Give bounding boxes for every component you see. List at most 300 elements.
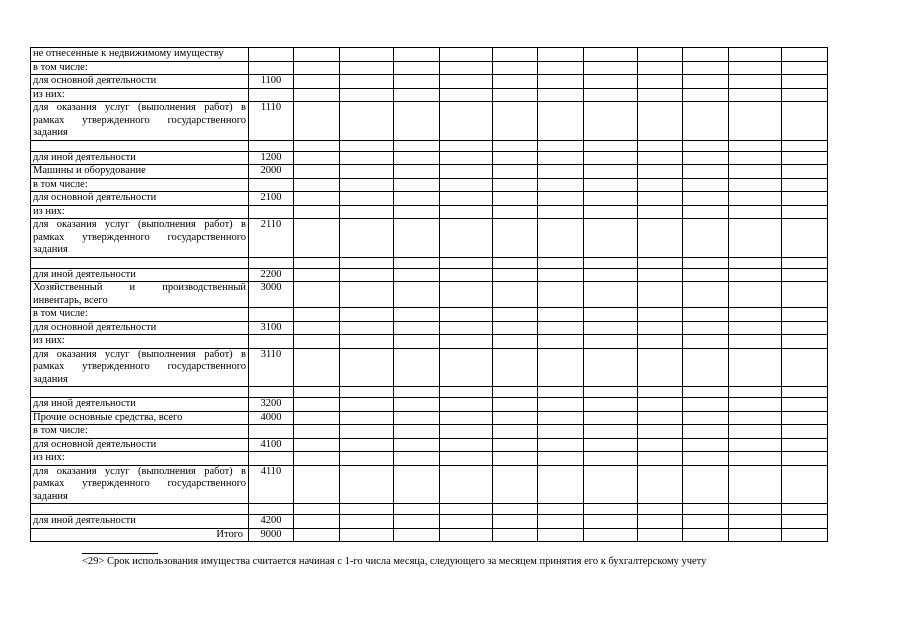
value-cell <box>294 398 340 412</box>
value-cell <box>638 348 683 387</box>
value-cell <box>538 348 584 387</box>
value-cell <box>394 465 440 504</box>
value-cell <box>394 151 440 165</box>
value-cell <box>440 61 493 75</box>
row-label: для основной деятельности <box>31 75 249 89</box>
value-cell <box>638 205 683 219</box>
value-cell <box>729 438 782 452</box>
table-row <box>31 438 828 452</box>
row-label: Хозяйственный и производственный инвентарь, всего <box>31 282 249 308</box>
value-cell <box>493 151 538 165</box>
value-cell <box>493 438 538 452</box>
value-cell <box>493 88 538 102</box>
value-cell <box>440 178 493 192</box>
value-cell <box>538 268 584 282</box>
value-cell <box>782 257 828 268</box>
value-cell <box>294 504 340 515</box>
value-cell <box>729 257 782 268</box>
table-row <box>31 140 828 151</box>
value-cell <box>638 75 683 89</box>
value-cell <box>493 465 538 504</box>
value-cell <box>394 282 440 308</box>
value-cell <box>683 387 729 398</box>
value-cell <box>638 411 683 425</box>
row-code <box>249 140 294 151</box>
value-cell <box>538 438 584 452</box>
fixed-assets-table <box>30 47 828 542</box>
value-cell <box>294 387 340 398</box>
value-cell <box>340 268 394 282</box>
value-cell <box>782 398 828 412</box>
value-cell <box>440 102 493 141</box>
value-cell <box>729 268 782 282</box>
value-cell <box>782 102 828 141</box>
table-row <box>31 348 828 387</box>
value-cell <box>340 515 394 529</box>
value-cell <box>440 528 493 542</box>
value-cell <box>493 140 538 151</box>
table-row <box>31 411 828 425</box>
row-label: для иной деятельности <box>31 398 249 412</box>
row-label: в том числе: <box>31 425 249 439</box>
value-cell <box>584 219 638 258</box>
value-cell <box>394 192 440 206</box>
value-cell <box>294 151 340 165</box>
row-label: в том числе: <box>31 308 249 322</box>
row-label: для оказания услуг (выполнения работ) в рамках утвержденного государственного задания <box>31 219 249 258</box>
value-cell <box>729 219 782 258</box>
value-cell <box>638 268 683 282</box>
value-cell <box>394 515 440 529</box>
value-cell <box>683 321 729 335</box>
value-cell <box>683 528 729 542</box>
value-cell <box>394 528 440 542</box>
value-cell <box>683 178 729 192</box>
value-cell <box>638 48 683 62</box>
value-cell <box>394 257 440 268</box>
value-cell <box>638 504 683 515</box>
value-cell <box>638 192 683 206</box>
value-cell <box>394 268 440 282</box>
table-row <box>31 425 828 439</box>
value-cell <box>782 465 828 504</box>
value-cell <box>683 61 729 75</box>
value-cell <box>394 61 440 75</box>
value-cell <box>683 140 729 151</box>
row-label: из них: <box>31 452 249 466</box>
value-cell <box>782 165 828 179</box>
value-cell <box>394 335 440 349</box>
value-cell <box>493 178 538 192</box>
value-cell <box>440 140 493 151</box>
value-cell <box>294 178 340 192</box>
value-cell <box>584 192 638 206</box>
value-cell <box>538 75 584 89</box>
value-cell <box>493 452 538 466</box>
value-cell <box>584 528 638 542</box>
value-cell <box>584 425 638 439</box>
value-cell <box>294 528 340 542</box>
value-cell <box>782 282 828 308</box>
row-code <box>249 88 294 102</box>
value-cell <box>440 465 493 504</box>
value-cell <box>584 321 638 335</box>
table-row <box>31 387 828 398</box>
value-cell <box>683 425 729 439</box>
table-row <box>31 48 828 62</box>
value-cell <box>683 308 729 322</box>
value-cell <box>394 504 440 515</box>
value-cell <box>584 140 638 151</box>
table-row <box>31 282 828 308</box>
value-cell <box>294 411 340 425</box>
value-cell <box>440 48 493 62</box>
value-cell <box>782 504 828 515</box>
value-cell <box>584 151 638 165</box>
value-cell <box>683 151 729 165</box>
value-cell <box>538 178 584 192</box>
value-cell <box>294 205 340 219</box>
value-cell <box>394 411 440 425</box>
footnote-text: <29> Срок использования имущества считается начиная с 1-го числа месяца, следующего за месяцем принятия его к бухгалтерскому учету <box>82 556 707 567</box>
row-label: для оказания услуг (выполнения работ) в рамках утвержденного государственного задания <box>31 348 249 387</box>
value-cell <box>638 465 683 504</box>
value-cell <box>683 515 729 529</box>
value-cell <box>440 515 493 529</box>
value-cell <box>340 257 394 268</box>
value-cell <box>538 165 584 179</box>
row-code <box>249 335 294 349</box>
value-cell <box>340 88 394 102</box>
value-cell <box>294 88 340 102</box>
value-cell <box>729 88 782 102</box>
value-cell <box>729 465 782 504</box>
value-cell <box>683 102 729 141</box>
value-cell <box>294 515 340 529</box>
value-cell <box>538 387 584 398</box>
value-cell <box>729 515 782 529</box>
row-code: 2100 <box>249 192 294 206</box>
value-cell <box>440 398 493 412</box>
value-cell <box>584 178 638 192</box>
value-cell <box>440 438 493 452</box>
row-label <box>31 140 249 151</box>
value-cell <box>683 257 729 268</box>
value-cell <box>394 140 440 151</box>
value-cell <box>493 48 538 62</box>
value-cell <box>782 528 828 542</box>
value-cell <box>538 61 584 75</box>
value-cell <box>340 192 394 206</box>
value-cell <box>782 205 828 219</box>
value-cell <box>638 515 683 529</box>
value-cell <box>729 151 782 165</box>
value-cell <box>729 205 782 219</box>
row-label: Машины и оборудование <box>31 165 249 179</box>
row-code <box>249 308 294 322</box>
value-cell <box>340 75 394 89</box>
value-cell <box>440 88 493 102</box>
value-cell <box>538 515 584 529</box>
value-cell <box>683 438 729 452</box>
value-cell <box>683 88 729 102</box>
value-cell <box>394 308 440 322</box>
row-code <box>249 61 294 75</box>
value-cell <box>638 140 683 151</box>
value-cell <box>440 452 493 466</box>
value-cell <box>638 102 683 141</box>
value-cell <box>394 48 440 62</box>
table-row <box>31 504 828 515</box>
value-cell <box>294 282 340 308</box>
value-cell <box>493 75 538 89</box>
value-cell <box>440 321 493 335</box>
value-cell <box>638 308 683 322</box>
value-cell <box>440 411 493 425</box>
row-label: для основной деятельности <box>31 321 249 335</box>
table-row <box>31 75 828 89</box>
row-label: из них: <box>31 88 249 102</box>
row-code: 1110 <box>249 102 294 141</box>
value-cell <box>782 48 828 62</box>
value-cell <box>294 75 340 89</box>
table-row <box>31 321 828 335</box>
value-cell <box>440 387 493 398</box>
value-cell <box>584 452 638 466</box>
value-cell <box>729 282 782 308</box>
value-cell <box>782 308 828 322</box>
value-cell <box>340 205 394 219</box>
value-cell <box>440 308 493 322</box>
value-cell <box>340 151 394 165</box>
value-cell <box>584 165 638 179</box>
value-cell <box>394 348 440 387</box>
value-cell <box>683 348 729 387</box>
row-code: 3100 <box>249 321 294 335</box>
value-cell <box>294 308 340 322</box>
row-label <box>31 387 249 398</box>
value-cell <box>782 192 828 206</box>
value-cell <box>394 165 440 179</box>
value-cell <box>294 165 340 179</box>
value-cell <box>729 321 782 335</box>
row-code <box>249 48 294 62</box>
value-cell <box>638 61 683 75</box>
value-cell <box>340 348 394 387</box>
value-cell <box>584 205 638 219</box>
value-cell <box>294 335 340 349</box>
value-cell <box>440 151 493 165</box>
row-code: 3110 <box>249 348 294 387</box>
value-cell <box>294 48 340 62</box>
value-cell <box>440 257 493 268</box>
value-cell <box>729 61 782 75</box>
value-cell <box>683 165 729 179</box>
value-cell <box>782 438 828 452</box>
value-cell <box>340 308 394 322</box>
value-cell <box>340 398 394 412</box>
value-cell <box>683 465 729 504</box>
value-cell <box>340 465 394 504</box>
table-row <box>31 268 828 282</box>
row-label: из них: <box>31 205 249 219</box>
value-cell <box>782 268 828 282</box>
value-cell <box>538 398 584 412</box>
value-cell <box>538 257 584 268</box>
value-cell <box>782 387 828 398</box>
value-cell <box>294 438 340 452</box>
value-cell <box>493 268 538 282</box>
value-cell <box>729 452 782 466</box>
value-cell <box>729 48 782 62</box>
row-code: 2200 <box>249 268 294 282</box>
value-cell <box>683 335 729 349</box>
row-label <box>31 257 249 268</box>
value-cell <box>394 387 440 398</box>
table-row <box>31 192 828 206</box>
value-cell <box>340 282 394 308</box>
value-cell <box>729 528 782 542</box>
value-cell <box>394 425 440 439</box>
value-cell <box>782 425 828 439</box>
value-cell <box>683 452 729 466</box>
value-cell <box>294 219 340 258</box>
value-cell <box>683 192 729 206</box>
row-code: 1200 <box>249 151 294 165</box>
value-cell <box>638 178 683 192</box>
value-cell <box>493 282 538 308</box>
value-cell <box>683 205 729 219</box>
value-cell <box>493 321 538 335</box>
value-cell <box>493 205 538 219</box>
value-cell <box>584 348 638 387</box>
row-code: 1100 <box>249 75 294 89</box>
row-code: 2110 <box>249 219 294 258</box>
value-cell <box>294 61 340 75</box>
value-cell <box>683 504 729 515</box>
value-cell <box>294 268 340 282</box>
row-code <box>249 205 294 219</box>
value-cell <box>340 219 394 258</box>
value-cell <box>782 61 828 75</box>
value-cell <box>340 387 394 398</box>
value-cell <box>584 61 638 75</box>
value-cell <box>584 257 638 268</box>
table-row <box>31 151 828 165</box>
value-cell <box>538 282 584 308</box>
value-cell <box>394 88 440 102</box>
value-cell <box>538 192 584 206</box>
value-cell <box>538 452 584 466</box>
value-cell <box>584 308 638 322</box>
value-cell <box>440 219 493 258</box>
row-code: 9000 <box>249 528 294 542</box>
row-code <box>249 504 294 515</box>
value-cell <box>493 425 538 439</box>
value-cell <box>538 425 584 439</box>
table-row <box>31 88 828 102</box>
value-cell <box>782 151 828 165</box>
footnote-separator <box>82 553 158 554</box>
value-cell <box>394 102 440 141</box>
value-cell <box>294 452 340 466</box>
value-cell <box>440 335 493 349</box>
value-cell <box>584 398 638 412</box>
value-cell <box>683 398 729 412</box>
row-label: Итого <box>31 528 249 542</box>
value-cell <box>638 165 683 179</box>
value-cell <box>340 528 394 542</box>
value-cell <box>340 504 394 515</box>
row-label: для основной деятельности <box>31 192 249 206</box>
table-row <box>31 398 828 412</box>
value-cell <box>538 140 584 151</box>
value-cell <box>493 411 538 425</box>
row-code: 2000 <box>249 165 294 179</box>
value-cell <box>729 411 782 425</box>
row-label: в том числе: <box>31 178 249 192</box>
value-cell <box>493 219 538 258</box>
value-cell <box>440 192 493 206</box>
value-cell <box>782 335 828 349</box>
value-cell <box>493 515 538 529</box>
value-cell <box>440 282 493 308</box>
value-cell <box>638 528 683 542</box>
value-cell <box>294 192 340 206</box>
value-cell <box>493 504 538 515</box>
value-cell <box>493 192 538 206</box>
value-cell <box>538 88 584 102</box>
value-cell <box>340 335 394 349</box>
table-row <box>31 465 828 504</box>
row-code <box>249 178 294 192</box>
value-cell <box>729 335 782 349</box>
value-cell <box>729 504 782 515</box>
value-cell <box>340 438 394 452</box>
value-cell <box>493 257 538 268</box>
value-cell <box>493 387 538 398</box>
value-cell <box>584 268 638 282</box>
table-row <box>31 205 828 219</box>
value-cell <box>493 165 538 179</box>
value-cell <box>683 268 729 282</box>
value-cell <box>340 411 394 425</box>
value-cell <box>340 452 394 466</box>
value-cell <box>440 205 493 219</box>
value-cell <box>782 140 828 151</box>
value-cell <box>638 321 683 335</box>
value-cell <box>493 398 538 412</box>
value-cell <box>294 140 340 151</box>
value-cell <box>584 48 638 62</box>
row-label: для оказания услуг (выполнения работ) в рамках утвержденного государственного задания <box>31 465 249 504</box>
value-cell <box>538 48 584 62</box>
value-cell <box>729 75 782 89</box>
row-label: для оказания услуг (выполнения работ) в рамках утвержденного государственного задания <box>31 102 249 141</box>
value-cell <box>340 425 394 439</box>
value-cell <box>538 219 584 258</box>
row-code <box>249 425 294 439</box>
value-cell <box>729 425 782 439</box>
value-cell <box>394 438 440 452</box>
value-cell <box>294 321 340 335</box>
table-row <box>31 308 828 322</box>
value-cell <box>638 282 683 308</box>
table-row <box>31 165 828 179</box>
row-code: 3000 <box>249 282 294 308</box>
value-cell <box>729 102 782 141</box>
value-cell <box>729 192 782 206</box>
